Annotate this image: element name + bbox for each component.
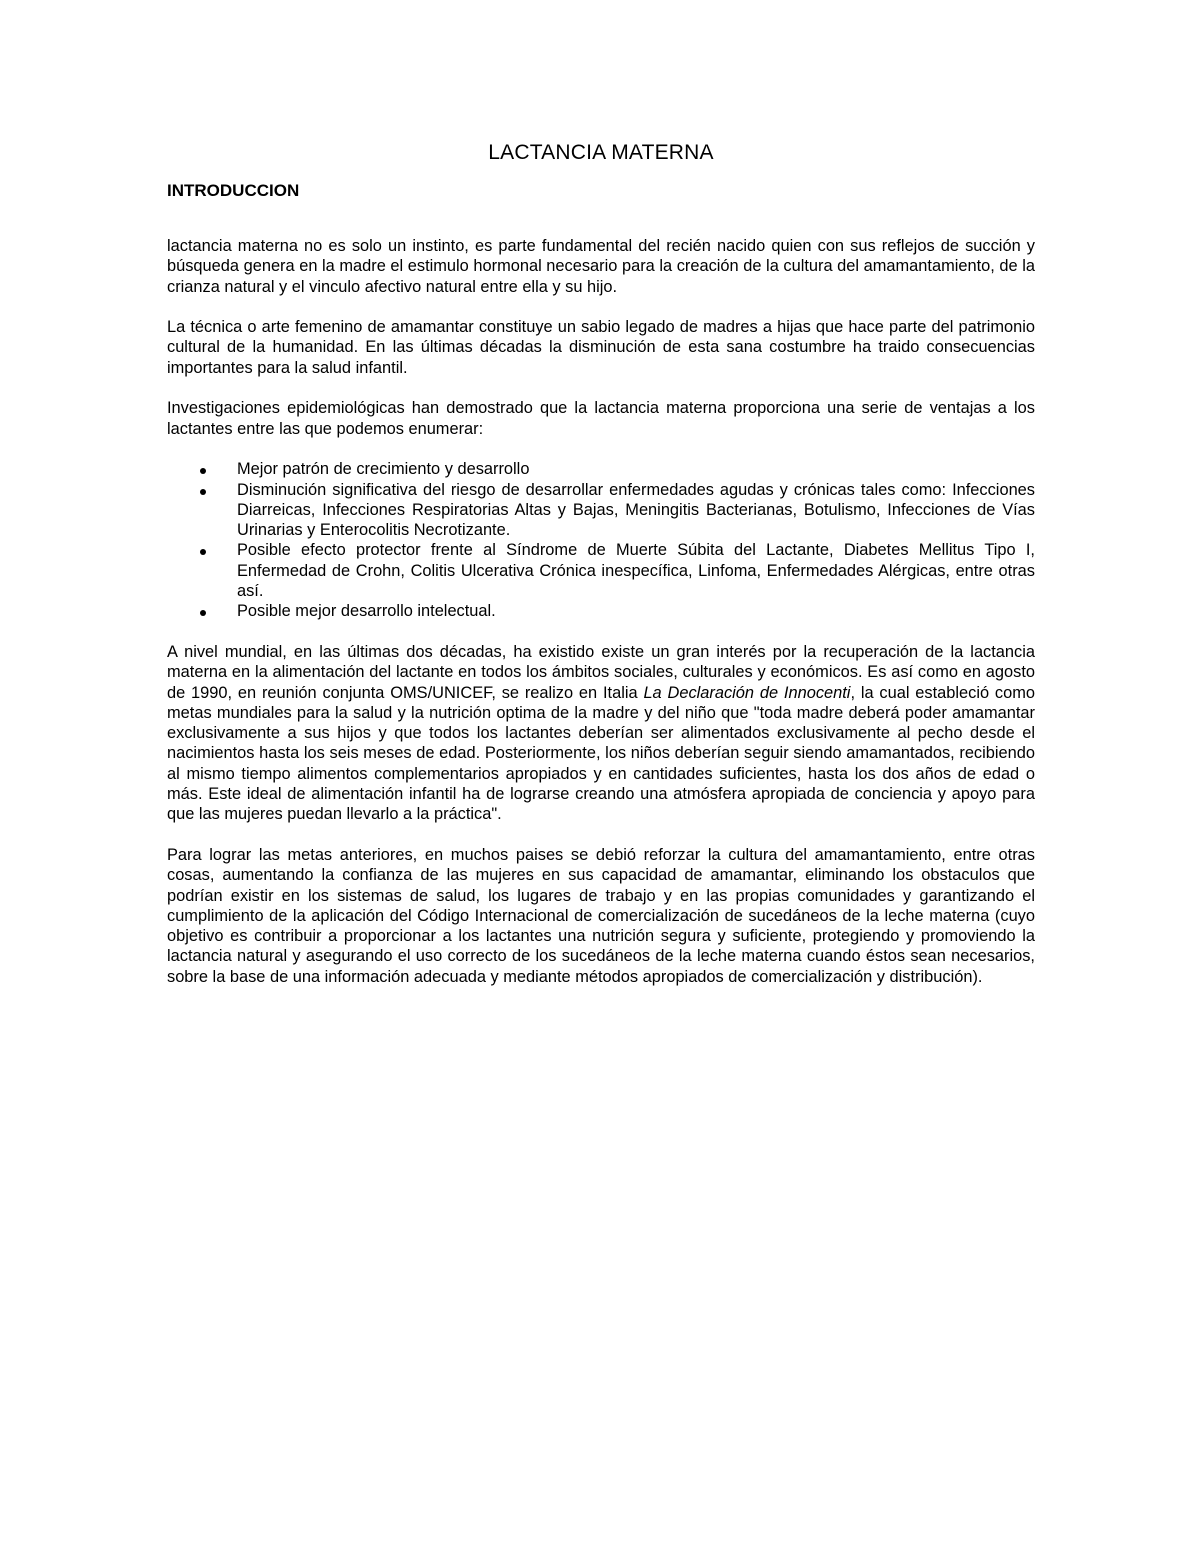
paragraph-4	[167, 642, 1035, 825]
list-item	[167, 601, 1035, 621]
paragraph-4-text-start: A nivel mundial, en las últimas dos décadas, ha existido existe un gran interés por la recuperación de la lactancia materna en la alimentación del lactante en todos los ámbitos sociales, culturales y económicos. Es así como en agosto de 1990, en reunión conjunta OMS/UNICEF, se realizo en Italia	[167, 642, 1035, 702]
list-item	[167, 540, 1035, 601]
list-item-text: Disminución significativa del riesgo de desarrollar enfermedades agudas y crónicas tales como: Infecciones Diarreicas, Infecciones Respiratorias Altas y Bajas, Meningitis Bacterianas, Botulismo, Infecciones de Vías Urinarias y Enterocolitis Necrotizante.	[237, 480, 1035, 540]
list-item	[167, 480, 1035, 541]
bullet-icon	[200, 610, 206, 616]
document-title: LACTANCIA MATERNA	[488, 141, 714, 164]
bullet-icon	[200, 468, 206, 474]
list-item-text: Posible efecto protector frente al Síndrome de Muerte Súbita del Lactante, Diabetes Mellitus Tipo I, Enfermedad de Crohn, Colitis Ulcerativa Crónica inespecífica, Linfoma, Enfermedades Alérgicas, entre otras así.	[237, 541, 1035, 601]
list-item	[167, 459, 1035, 479]
paragraph-2: La técnica o arte femenino de amamantar constituye un sabio legado de madres a hijas que hace parte del patrimonio cultural de la humanidad. En las últimas décadas la disminución de esta sana costumbre ha traido consecuencias importantes para la salud infantil.	[167, 318, 1035, 377]
paragraph-3: Investigaciones epidemiológicas han demostrado que la lactancia materna proporciona una serie de ventajas a los lactantes entre las que podemos enumerar:	[167, 399, 1035, 438]
advantages-list	[167, 459, 1035, 621]
document-body	[167, 236, 1035, 1007]
paragraph-5: Para lograr las metas anteriores, en muchos paises se debió reforzar la cultura del amamantamiento, entre otras cosas, aumentando la confianza de las mujeres en sus capacidad de amamantar, eliminando los obstaculos que podrían existir en los sistemas de salud, los lugares de trabajo y en las propias comunidades y garantizando el cumplimiento de la aplicación del Código Internacional de comercialización de sucedáneos de la leche materna (cuyo objetivo es contribuir a proporcionar a los lactantes una nutrición segura y suficiente, protegiendo y promoviendo la lactancia natural y asegurando el uso correcto de los sucedáneos de la leche materna cuando éstos sean necesarios, sobre la base de una información adecuada y mediante métodos apropiados de comercialización y distribución).	[167, 845, 1035, 986]
section-heading: INTRODUCCION	[167, 181, 300, 200]
paragraph-1: lactancia materna no es solo un instinto, es parte fundamental del recién nacido quien con sus reflejos de succión y búsqueda genera en la madre el estimulo hormonal necesario para la creación de la cultura del amamantamiento, de la crianza natural y el vinculo afectivo natural entre ella y su hijo.	[167, 237, 1035, 296]
list-item-text: Posible mejor desarrollo intelectual.	[237, 602, 496, 621]
bullet-icon	[200, 489, 206, 495]
bullet-icon	[200, 549, 206, 555]
list-item-text: Mejor patrón de crecimiento y desarrollo	[237, 460, 530, 479]
declaration-title: La Declaración de Innocenti	[643, 683, 851, 702]
paragraph-4-text-end: , la cual estableció como metas mundiales para la salud y la nutrición optima de la madre y del niño que "toda madre deberá poder amamantar exclusivamente a sus hijos y que todos los lactantes deberían ser alimentados exclusivamente al pecho desde el nacimientos hasta los seis meses de edad. Posteriormente, los niños deberían seguir siendo amamantados, recibiendo al mismo tiempo alimentos complementarios apropiados y en cantidades suficientes, hasta los dos años de edad o más. Este ideal de alimentación infantil ha de lograrse creando una atmósfera apropiada de conciencia y apoyo para que las mujeres puedan llevarlo a la práctica".	[167, 683, 1035, 824]
